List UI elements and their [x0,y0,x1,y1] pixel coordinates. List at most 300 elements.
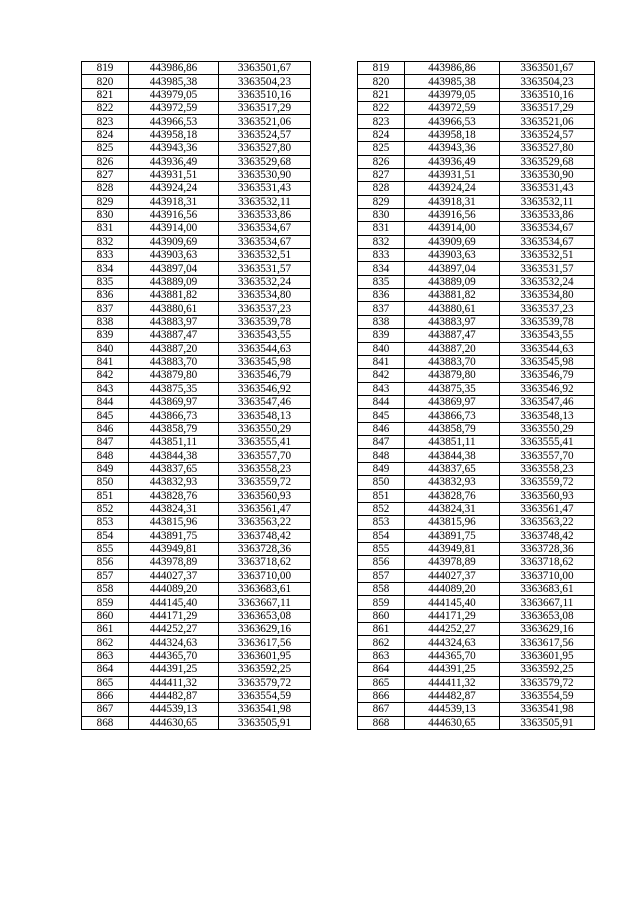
table-row [358,476,595,489]
x-coordinate-cell: 443985,38 [129,75,219,88]
y-coordinate-cell: 3363579,72 [500,676,595,689]
point-number-cell: 846 [358,422,405,435]
y-coordinate-cell: 3363579,72 [219,676,311,689]
y-coordinate-cell: 3363531,43 [219,182,311,195]
x-coordinate-cell: 443909,69 [129,235,219,248]
x-coordinate-cell: 443924,24 [129,182,219,195]
y-coordinate-cell: 3363532,51 [219,249,311,262]
table-row [82,235,311,248]
x-coordinate-cell: 443880,61 [129,302,219,315]
point-number-cell: 825 [358,142,405,155]
point-number-cell: 819 [82,62,129,75]
y-coordinate-cell: 3363533,86 [219,208,311,221]
y-coordinate-cell: 3363531,57 [500,262,595,275]
point-number-cell: 827 [82,168,129,181]
point-number-cell: 828 [358,182,405,195]
x-coordinate-cell: 443914,00 [405,222,500,235]
y-coordinate-cell: 3363617,56 [219,636,311,649]
point-number-cell: 852 [358,502,405,515]
point-number-cell: 821 [358,88,405,101]
y-coordinate-cell: 3363559,72 [500,476,595,489]
point-number-cell: 856 [358,556,405,569]
point-number-cell: 847 [358,436,405,449]
y-coordinate-cell: 3363554,59 [500,689,595,702]
point-number-cell: 859 [82,596,129,609]
y-coordinate-cell: 3363557,70 [219,449,311,462]
point-number-cell: 847 [82,436,129,449]
y-coordinate-cell: 3363710,00 [219,569,311,582]
x-coordinate-cell: 443897,04 [405,262,500,275]
point-number-cell: 829 [82,195,129,208]
y-coordinate-cell: 3363653,08 [500,609,595,622]
y-coordinate-cell: 3363555,41 [500,436,595,449]
x-coordinate-cell: 443866,73 [129,409,219,422]
x-coordinate-cell: 444145,40 [405,596,500,609]
y-coordinate-cell: 3363601,95 [500,649,595,662]
point-number-cell: 851 [358,489,405,502]
y-coordinate-cell: 3363532,11 [500,195,595,208]
point-number-cell: 831 [358,222,405,235]
x-coordinate-cell: 443815,96 [405,516,500,529]
point-number-cell: 838 [358,315,405,328]
x-coordinate-cell: 443985,38 [405,75,500,88]
x-coordinate-cell: 444027,37 [405,569,500,582]
table-row [82,315,311,328]
x-coordinate-cell: 443883,97 [405,315,500,328]
coordinate-table-left-body [82,62,311,730]
table-row [358,516,595,529]
coordinate-table-right [357,61,595,730]
table-row [358,583,595,596]
point-number-cell: 840 [82,342,129,355]
table-row [358,235,595,248]
point-number-cell: 829 [358,195,405,208]
point-number-cell: 820 [82,75,129,88]
y-coordinate-cell: 3363534,67 [500,235,595,248]
x-coordinate-cell: 443887,47 [129,329,219,342]
x-coordinate-cell: 443844,38 [129,449,219,462]
x-coordinate-cell: 443891,75 [405,529,500,542]
table-row [82,369,311,382]
y-coordinate-cell: 3363544,63 [219,342,311,355]
table-row [82,436,311,449]
table-row [82,208,311,221]
y-coordinate-cell: 3363543,55 [500,329,595,342]
x-coordinate-cell: 443869,97 [405,395,500,408]
y-coordinate-cell: 3363510,16 [219,88,311,101]
y-coordinate-cell: 3363524,57 [219,128,311,141]
y-coordinate-cell: 3363517,29 [219,102,311,115]
y-coordinate-cell: 3363545,98 [500,355,595,368]
y-coordinate-cell: 3363529,68 [500,155,595,168]
y-coordinate-cell: 3363524,57 [500,128,595,141]
y-coordinate-cell: 3363748,42 [219,529,311,542]
x-coordinate-cell: 444630,65 [129,716,219,729]
table-row [82,302,311,315]
y-coordinate-cell: 3363546,92 [500,382,595,395]
point-number-cell: 848 [82,449,129,462]
table-row [82,395,311,408]
table-row [358,436,595,449]
y-coordinate-cell: 3363667,11 [500,596,595,609]
table-row [82,249,311,262]
x-coordinate-cell: 443936,49 [129,155,219,168]
point-number-cell: 855 [82,542,129,555]
point-number-cell: 866 [358,689,405,702]
y-coordinate-cell: 3363539,78 [500,315,595,328]
x-coordinate-cell: 443978,89 [129,556,219,569]
table-row [82,529,311,542]
point-number-cell: 868 [82,716,129,729]
x-coordinate-cell: 443936,49 [405,155,500,168]
y-coordinate-cell: 3363517,29 [500,102,595,115]
y-coordinate-cell: 3363534,67 [219,235,311,248]
y-coordinate-cell: 3363534,80 [219,289,311,302]
x-coordinate-cell: 443966,53 [129,115,219,128]
table-row [82,115,311,128]
point-number-cell: 839 [358,329,405,342]
point-number-cell: 850 [82,476,129,489]
point-number-cell: 862 [82,636,129,649]
point-number-cell: 822 [82,102,129,115]
point-number-cell: 849 [82,462,129,475]
point-number-cell: 843 [358,382,405,395]
point-number-cell: 830 [358,208,405,221]
table-row [82,609,311,622]
y-coordinate-cell: 3363718,62 [500,556,595,569]
y-coordinate-cell: 3363530,90 [500,168,595,181]
x-coordinate-cell: 444324,63 [129,636,219,649]
table-row [358,142,595,155]
x-coordinate-cell: 443858,79 [129,422,219,435]
point-number-cell: 858 [358,583,405,596]
x-coordinate-cell: 444411,32 [405,676,500,689]
table-row [358,663,595,676]
x-coordinate-cell: 444324,63 [405,636,500,649]
x-coordinate-cell: 443883,97 [129,315,219,328]
x-coordinate-cell: 443918,31 [405,195,500,208]
x-coordinate-cell: 443881,82 [405,289,500,302]
x-coordinate-cell: 444089,20 [129,583,219,596]
y-coordinate-cell: 3363728,36 [500,542,595,555]
x-coordinate-cell: 443972,59 [405,102,500,115]
y-coordinate-cell: 3363529,68 [219,155,311,168]
table-row [358,182,595,195]
x-coordinate-cell: 443914,00 [129,222,219,235]
table-row [358,369,595,382]
table-row [82,596,311,609]
table-row [82,222,311,235]
x-coordinate-cell: 443828,76 [129,489,219,502]
table-row [82,676,311,689]
table-row [82,329,311,342]
point-number-cell: 867 [358,703,405,716]
y-coordinate-cell: 3363601,95 [219,649,311,662]
table-row [82,716,311,729]
x-coordinate-cell: 443875,35 [405,382,500,395]
x-coordinate-cell: 443924,24 [405,182,500,195]
point-number-cell: 843 [82,382,129,395]
x-coordinate-cell: 443881,82 [129,289,219,302]
point-number-cell: 844 [82,395,129,408]
point-number-cell: 850 [358,476,405,489]
y-coordinate-cell: 3363653,08 [219,609,311,622]
x-coordinate-cell: 443837,65 [129,462,219,475]
y-coordinate-cell: 3363728,36 [219,542,311,555]
table-row [82,462,311,475]
x-coordinate-cell: 443966,53 [405,115,500,128]
y-coordinate-cell: 3363560,93 [219,489,311,502]
y-coordinate-cell: 3363537,23 [500,302,595,315]
x-coordinate-cell: 443879,80 [405,369,500,382]
y-coordinate-cell: 3363617,56 [500,636,595,649]
table-row [358,556,595,569]
table-row [358,168,595,181]
y-coordinate-cell: 3363629,16 [219,623,311,636]
x-coordinate-cell: 444089,20 [405,583,500,596]
x-coordinate-cell: 444027,37 [129,569,219,582]
x-coordinate-cell: 443851,11 [129,436,219,449]
x-coordinate-cell: 444171,29 [405,609,500,622]
y-coordinate-cell: 3363504,23 [219,75,311,88]
point-number-cell: 864 [358,663,405,676]
x-coordinate-cell: 443824,31 [405,502,500,515]
y-coordinate-cell: 3363555,41 [219,436,311,449]
point-number-cell: 848 [358,449,405,462]
point-number-cell: 836 [358,289,405,302]
coordinate-table-right-body [358,62,595,730]
point-number-cell: 827 [358,168,405,181]
point-number-cell: 860 [358,609,405,622]
x-coordinate-cell: 443815,96 [129,516,219,529]
point-number-cell: 865 [358,676,405,689]
table-row [358,302,595,315]
table-row [82,355,311,368]
table-row [358,208,595,221]
x-coordinate-cell: 443979,05 [129,88,219,101]
table-row [82,422,311,435]
point-number-cell: 822 [358,102,405,115]
x-coordinate-cell: 443880,61 [405,302,500,315]
y-coordinate-cell: 3363504,23 [500,75,595,88]
y-coordinate-cell: 3363683,61 [500,583,595,596]
x-coordinate-cell: 444539,13 [129,703,219,716]
point-number-cell: 864 [82,663,129,676]
point-number-cell: 846 [82,422,129,435]
table-row [358,462,595,475]
y-coordinate-cell: 3363560,93 [500,489,595,502]
point-number-cell: 830 [82,208,129,221]
table-row [82,88,311,101]
table-row [82,142,311,155]
table-row [358,676,595,689]
point-number-cell: 867 [82,703,129,716]
y-coordinate-cell: 3363544,63 [500,342,595,355]
y-coordinate-cell: 3363561,47 [219,502,311,515]
table-row [82,689,311,702]
table-row [82,489,311,502]
y-coordinate-cell: 3363541,98 [500,703,595,716]
point-number-cell: 845 [358,409,405,422]
y-coordinate-cell: 3363563,22 [500,516,595,529]
y-coordinate-cell: 3363557,70 [500,449,595,462]
point-number-cell: 834 [358,262,405,275]
x-coordinate-cell: 443858,79 [405,422,500,435]
table-row [82,155,311,168]
table-row [82,62,311,75]
point-number-cell: 820 [358,75,405,88]
y-coordinate-cell: 3363592,25 [219,663,311,676]
y-coordinate-cell: 3363548,13 [219,409,311,422]
table-row [358,703,595,716]
table-row [358,609,595,622]
x-coordinate-cell: 443887,20 [129,342,219,355]
point-number-cell: 861 [358,623,405,636]
y-coordinate-cell: 3363550,29 [500,422,595,435]
y-coordinate-cell: 3363521,06 [500,115,595,128]
point-number-cell: 854 [82,529,129,542]
point-number-cell: 856 [82,556,129,569]
y-coordinate-cell: 3363527,80 [500,142,595,155]
x-coordinate-cell: 443972,59 [129,102,219,115]
point-number-cell: 855 [358,542,405,555]
table-row [358,542,595,555]
y-coordinate-cell: 3363667,11 [219,596,311,609]
table-row [82,476,311,489]
table-row [358,249,595,262]
table-row [82,569,311,582]
y-coordinate-cell: 3363534,80 [500,289,595,302]
x-coordinate-cell: 443879,80 [129,369,219,382]
table-row [358,75,595,88]
x-coordinate-cell: 443909,69 [405,235,500,248]
table-row [358,569,595,582]
point-number-cell: 833 [358,249,405,262]
table-row [358,342,595,355]
y-coordinate-cell: 3363546,92 [219,382,311,395]
y-coordinate-cell: 3363527,80 [219,142,311,155]
point-number-cell: 865 [82,676,129,689]
point-number-cell: 834 [82,262,129,275]
x-coordinate-cell: 443931,51 [129,168,219,181]
table-row [82,449,311,462]
table-row [82,583,311,596]
table-row [358,409,595,422]
point-number-cell: 845 [82,409,129,422]
y-coordinate-cell: 3363546,79 [500,369,595,382]
table-row [358,395,595,408]
table-row [358,355,595,368]
table-row [358,529,595,542]
x-coordinate-cell: 444630,65 [405,716,500,729]
table-row [82,623,311,636]
table-row [358,275,595,288]
y-coordinate-cell: 3363521,06 [219,115,311,128]
point-number-cell: 853 [358,516,405,529]
x-coordinate-cell: 443837,65 [405,462,500,475]
x-coordinate-cell: 444482,87 [129,689,219,702]
y-coordinate-cell: 3363545,98 [219,355,311,368]
x-coordinate-cell: 443875,35 [129,382,219,395]
table-row [82,75,311,88]
point-number-cell: 832 [82,235,129,248]
table-row [358,649,595,662]
point-number-cell: 851 [82,489,129,502]
table-row [82,262,311,275]
x-coordinate-cell: 443889,09 [129,275,219,288]
table-row [82,195,311,208]
x-coordinate-cell: 444365,70 [129,649,219,662]
point-number-cell: 862 [358,636,405,649]
y-coordinate-cell: 3363550,29 [219,422,311,435]
point-number-cell: 841 [358,355,405,368]
x-coordinate-cell: 443883,70 [129,355,219,368]
x-coordinate-cell: 443986,86 [405,62,500,75]
x-coordinate-cell: 443891,75 [129,529,219,542]
x-coordinate-cell: 443883,70 [405,355,500,368]
x-coordinate-cell: 443979,05 [405,88,500,101]
y-coordinate-cell: 3363546,79 [219,369,311,382]
y-coordinate-cell: 3363683,61 [219,583,311,596]
point-number-cell: 833 [82,249,129,262]
point-number-cell: 854 [358,529,405,542]
point-number-cell: 821 [82,88,129,101]
point-number-cell: 863 [82,649,129,662]
point-number-cell: 863 [358,649,405,662]
table-row [358,62,595,75]
y-coordinate-cell: 3363548,13 [500,409,595,422]
point-number-cell: 835 [358,275,405,288]
point-number-cell: 838 [82,315,129,328]
table-row [358,449,595,462]
table-row [82,168,311,181]
table-row [358,596,595,609]
y-coordinate-cell: 3363505,91 [500,716,595,729]
point-number-cell: 835 [82,275,129,288]
table-row [358,102,595,115]
table-row [358,422,595,435]
x-coordinate-cell: 443986,86 [129,62,219,75]
x-coordinate-cell: 443943,36 [129,142,219,155]
point-number-cell: 826 [82,155,129,168]
x-coordinate-cell: 443978,89 [405,556,500,569]
table-row [358,502,595,515]
table-row [358,262,595,275]
point-number-cell: 826 [358,155,405,168]
x-coordinate-cell: 443844,38 [405,449,500,462]
x-coordinate-cell: 443869,97 [129,395,219,408]
point-number-cell: 842 [82,369,129,382]
table-row [82,342,311,355]
y-coordinate-cell: 3363532,11 [219,195,311,208]
point-number-cell: 849 [358,462,405,475]
y-coordinate-cell: 3363547,46 [500,395,595,408]
point-number-cell: 836 [82,289,129,302]
point-number-cell: 841 [82,355,129,368]
x-coordinate-cell: 443916,56 [405,208,500,221]
table-row [82,182,311,195]
x-coordinate-cell: 444391,25 [405,663,500,676]
x-coordinate-cell: 443903,63 [129,249,219,262]
y-coordinate-cell: 3363505,91 [219,716,311,729]
x-coordinate-cell: 443916,56 [129,208,219,221]
x-coordinate-cell: 444391,25 [129,663,219,676]
table-row [358,195,595,208]
y-coordinate-cell: 3363537,23 [219,302,311,315]
x-coordinate-cell: 443903,63 [405,249,500,262]
y-coordinate-cell: 3363531,43 [500,182,595,195]
table-row [82,649,311,662]
